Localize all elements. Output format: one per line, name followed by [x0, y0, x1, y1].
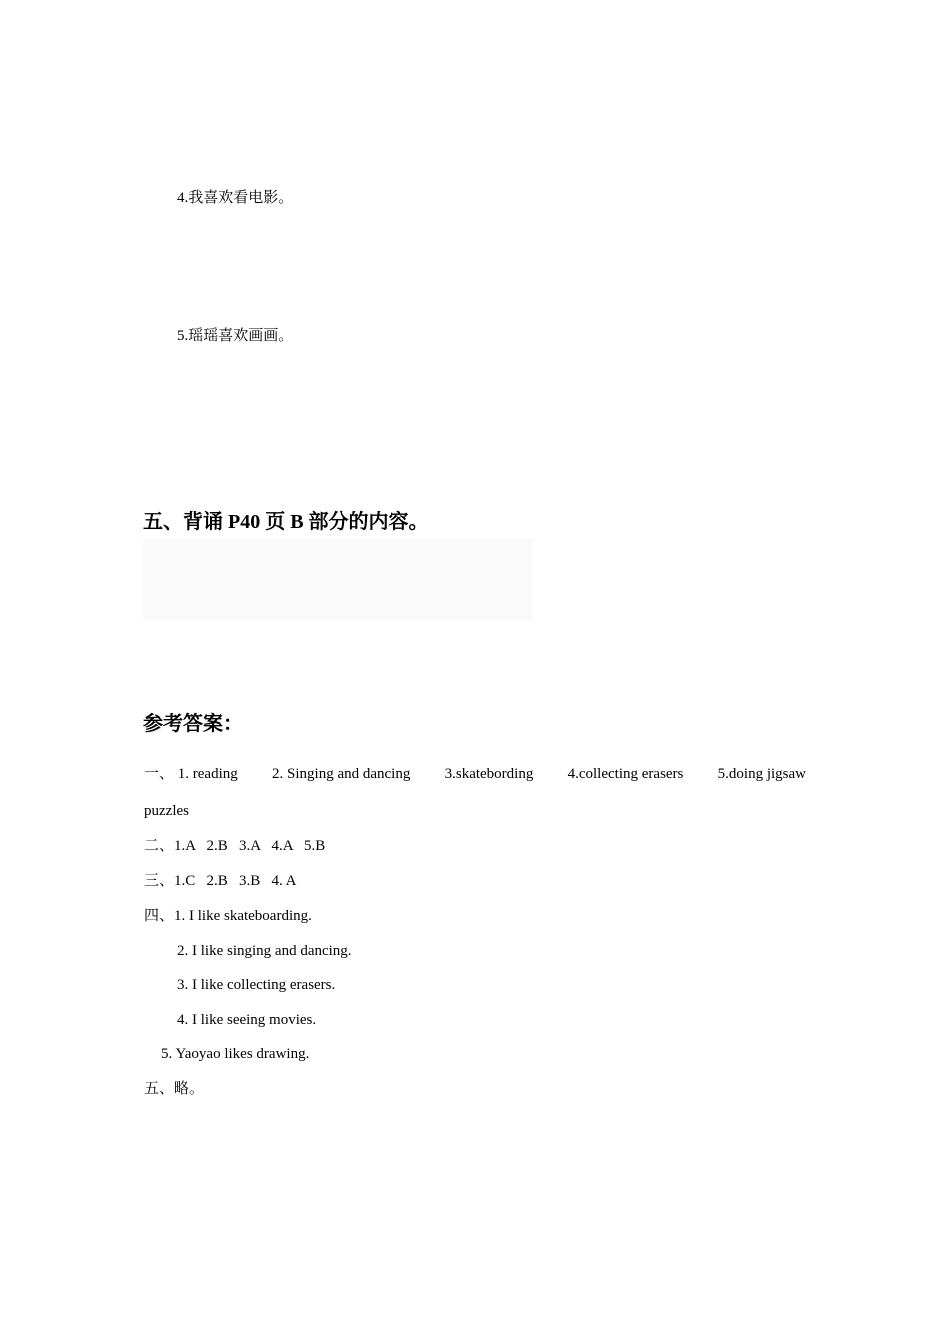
answer-part-1-continuation: puzzles — [144, 803, 189, 819]
answer-part-1 — [144, 764, 806, 784]
section-five-heading: 五、背诵 P40 页 B 部分的内容。 — [143, 511, 429, 533]
answer-part-4-line-2: 2. I like singing and dancing. — [177, 943, 352, 959]
answer-part-3: 三、1.C 2.B 3.B 4. A — [144, 873, 297, 889]
exercise-four-item-4: 4.我喜欢看电影。 — [177, 190, 294, 206]
answer-part-1-prefix-and-item-1: 一、 1. reading — [144, 766, 238, 782]
blank-area — [143, 538, 533, 620]
exercise-four-item-5: 5.瑶瑶喜欢画画。 — [177, 328, 294, 344]
answer-part-1-item-2: 2. Singing and dancing — [272, 766, 411, 782]
answer-part-4-line-5: 5. Yaoyao likes drawing. — [161, 1046, 310, 1062]
answer-part-5: 五、略。 — [144, 1081, 205, 1097]
answer-part-1-item-3: 3.skatebording — [444, 766, 534, 782]
answer-part-1-item-5: 5.doing jigsaw — [717, 766, 806, 782]
answer-part-4-line-1: 四、1. I like skateboarding. — [144, 908, 312, 924]
answer-part-2: 二、1.A 2.B 3.A 4.A 5.B — [144, 838, 326, 854]
answers-heading: 参考答案： — [143, 713, 243, 735]
answer-part-4-line-3: 3. I like collecting erasers. — [177, 977, 336, 993]
answer-part-4-line-4: 4. I like seeing movies. — [177, 1012, 317, 1028]
answer-part-1-item-4: 4.collecting erasers — [567, 766, 684, 782]
